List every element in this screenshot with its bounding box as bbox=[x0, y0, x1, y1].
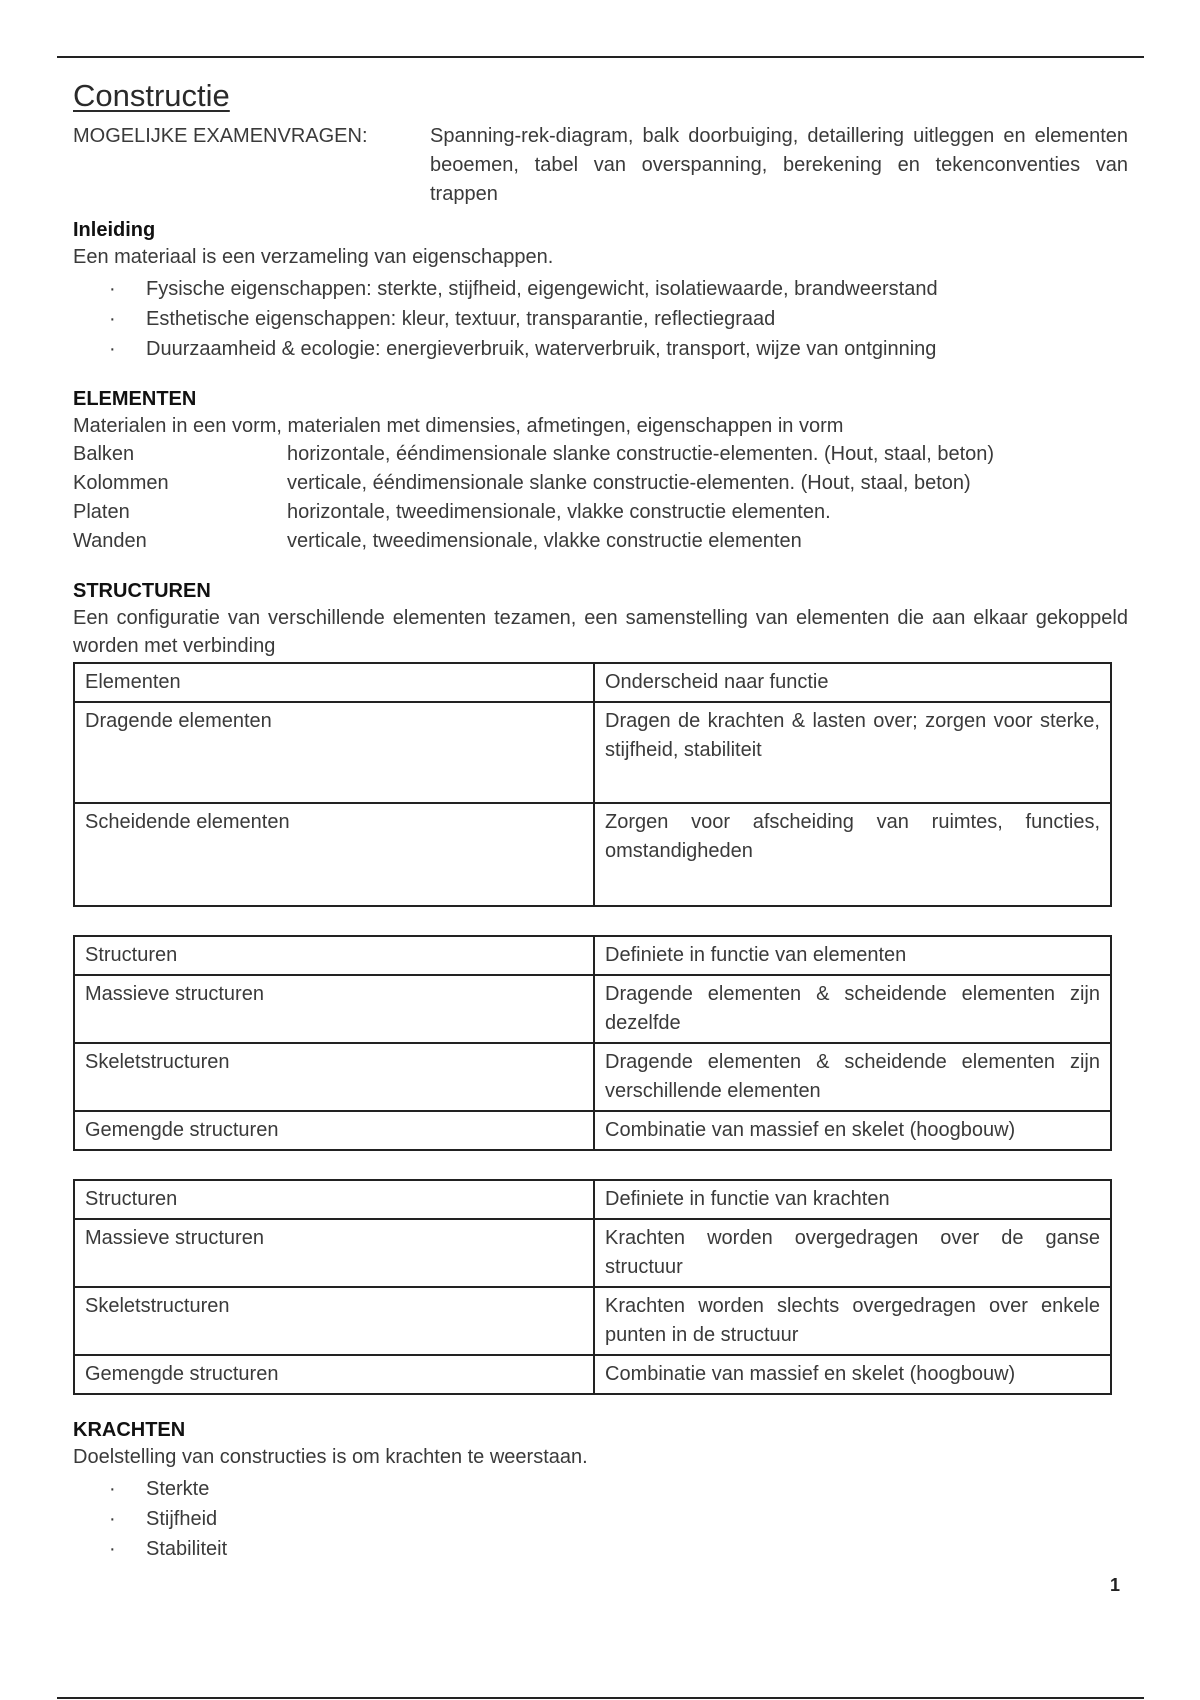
bullet-icon: · bbox=[109, 1538, 116, 1560]
table-row: Elementen Onderscheid naar functie bbox=[74, 663, 1111, 702]
exam-label: MOGELIJKE EXAMENVRAGEN: bbox=[73, 125, 368, 147]
bullet-icon: · bbox=[109, 338, 116, 360]
bottom-rule bbox=[57, 1697, 1144, 1699]
table-row: Skeletstructuren Krachten worden slechts overgedragen over enkele punten in de structuur bbox=[74, 1287, 1111, 1355]
table-structuren-krachten bbox=[73, 1179, 1112, 1395]
list-item: · Stabiliteit bbox=[73, 1534, 1128, 1564]
heading-inleiding: Inleiding bbox=[73, 219, 156, 241]
definition-row: Kolommen verticale, ééndimensionale slanke constructie-elementen. (Hout, staal, beton) bbox=[73, 472, 971, 494]
table-row: Massieve structuren Krachten worden overgedragen over de ganse structuur bbox=[74, 1219, 1111, 1287]
heading-structuren: STRUCTUREN bbox=[73, 580, 211, 602]
list-item: · Esthetische eigenschappen: kleur, textuur, transparantie, reflectiegraad bbox=[73, 304, 1128, 334]
definition-row: Balken horizontale, ééndimensionale slanke constructie-elementen. (Hout, staal, beton) bbox=[73, 443, 995, 465]
krachten-intro: Doelstelling van constructies is om krachten te weerstaan. bbox=[73, 1446, 588, 1468]
heading-krachten: KRACHTEN bbox=[73, 1419, 186, 1441]
list-item: · Duurzaamheid & ecologie: energieverbruik, waterverbruik, transport, wijze van ontginning bbox=[73, 334, 1128, 364]
definition-row: Wanden verticale, tweedimensionale, vlakke constructie elementen bbox=[73, 530, 802, 552]
list-item: · Fysische eigenschappen: sterkte, stijfheid, eigengewicht, isolatiewaarde, brandweerstand bbox=[73, 274, 1128, 304]
krachten-list bbox=[73, 1474, 1128, 1564]
table-row: Massieve structuren Dragende elementen & scheidende elementen zijn dezelfde bbox=[74, 975, 1111, 1043]
page-number: 1 bbox=[1110, 1575, 1121, 1595]
inleiding-intro: Een materiaal is een verzameling van eigenschappen. bbox=[73, 246, 554, 268]
table-row: Gemengde structuren Combinatie van massief en skelet (hoogbouw) bbox=[74, 1355, 1111, 1394]
bullet-icon: · bbox=[109, 1478, 116, 1500]
heading-elementen: ELEMENTEN bbox=[73, 388, 197, 410]
page-title: Constructie bbox=[73, 78, 230, 113]
elementen-definitions bbox=[73, 440, 1128, 556]
table-elementen-functie bbox=[73, 662, 1112, 907]
table-row: Structuren Definiete in functie van elementen bbox=[74, 936, 1111, 975]
bullet-icon: · bbox=[109, 278, 116, 300]
table-row: Gemengde structuren Combinatie van massief en skelet (hoogbouw) bbox=[74, 1111, 1111, 1150]
top-rule bbox=[57, 56, 1144, 58]
table-structuren-elementen bbox=[73, 935, 1112, 1151]
table-row: Scheidende elementen Zorgen voor afscheiding van ruimtes, functies, omstandigheden bbox=[74, 803, 1111, 906]
list-item: · Stijfheid bbox=[73, 1504, 1128, 1534]
table-row: Skeletstructuren Dragende elementen & scheidende elementen zijn verschillende elementen bbox=[74, 1043, 1111, 1111]
bullet-icon: · bbox=[109, 1508, 116, 1530]
bullet-icon: · bbox=[109, 308, 116, 330]
inleiding-list bbox=[73, 274, 1128, 364]
elementen-intro: Materialen in een vorm, materialen met dimensies, afmetingen, eigenschappen in vorm bbox=[73, 415, 844, 437]
table-row: Dragende elementen Dragen de krachten & lasten over; zorgen voor sterke, stijfheid, stabiliteit bbox=[74, 702, 1111, 803]
definition-row: Platen horizontale, tweedimensionale, vlakke constructie elementen. bbox=[73, 501, 831, 523]
document-page bbox=[73, 76, 1128, 1564]
list-item: · Sterkte bbox=[73, 1474, 1128, 1504]
exam-text: Spanning-rek-diagram, balk doorbuiging, detaillering uitleggen en elementen beoemen, tabel van overspanning, berekening en tekenconventies van trappen bbox=[430, 125, 1128, 205]
structuren-intro: Een configuratie van verschillende elementen tezamen, een samenstelling van elementen die aan elkaar gekoppeld worden met verbinding bbox=[73, 607, 1128, 657]
table-row: Structuren Definiete in functie van krachten bbox=[74, 1180, 1111, 1219]
exam-questions bbox=[73, 122, 1128, 209]
